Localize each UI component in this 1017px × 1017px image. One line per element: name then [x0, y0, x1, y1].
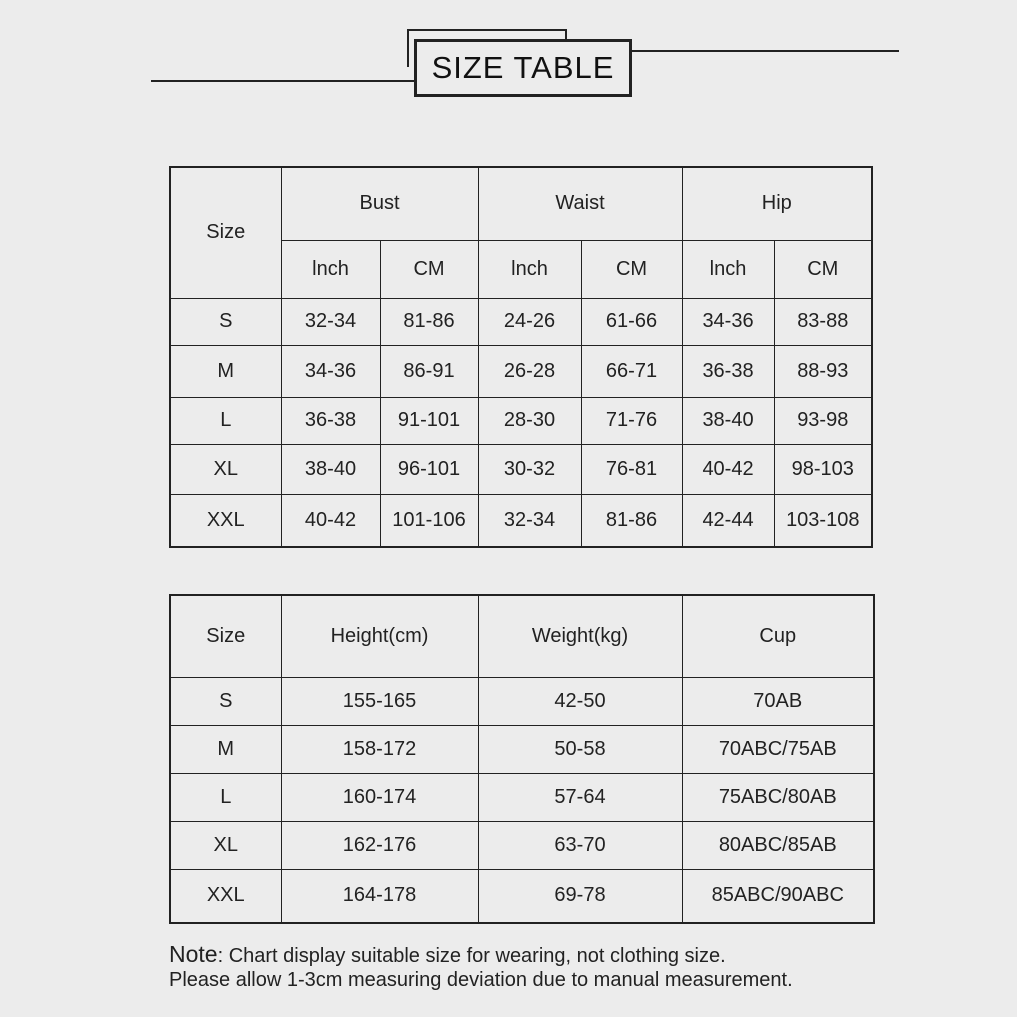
- value-cell: 50-58: [478, 725, 682, 773]
- value-cell: 81-86: [380, 298, 478, 345]
- table-row: [170, 397, 872, 444]
- value-cell: 88-93: [774, 345, 872, 397]
- size-cell: XXL: [170, 494, 281, 547]
- unit-header: CM: [581, 240, 682, 298]
- value-cell: 70AB: [682, 677, 874, 725]
- height-weight-table: [169, 594, 875, 924]
- value-cell: 36-38: [682, 345, 774, 397]
- title-rule-left: [151, 80, 416, 82]
- size-cell: M: [170, 725, 281, 773]
- table-row: [170, 821, 874, 869]
- value-cell: 155-165: [281, 677, 478, 725]
- value-cell: 42-44: [682, 494, 774, 547]
- note-text: : Chart display suitable size for wearing, not clothing size.: [217, 945, 726, 967]
- value-cell: 32-34: [281, 298, 380, 345]
- size-cell: S: [170, 677, 281, 725]
- value-cell: 57-64: [478, 773, 682, 821]
- value-cell: 40-42: [281, 494, 380, 547]
- table-row: [170, 444, 872, 494]
- unit-header: CM: [380, 240, 478, 298]
- height-header: Height(cm): [281, 595, 478, 677]
- value-cell: 26-28: [478, 345, 581, 397]
- value-cell: 66-71: [581, 345, 682, 397]
- value-cell: 24-26: [478, 298, 581, 345]
- note-line-2: Please allow 1-3cm measuring deviation due to manual measurement.: [169, 969, 793, 991]
- size-cell: L: [170, 773, 281, 821]
- page-title: SIZE TABLE: [414, 39, 632, 97]
- value-cell: 34-36: [682, 298, 774, 345]
- value-cell: 83-88: [774, 298, 872, 345]
- header-row: [170, 595, 874, 677]
- value-cell: 80ABC/85AB: [682, 821, 874, 869]
- value-cell: 91-101: [380, 397, 478, 444]
- unit-header: lnch: [281, 240, 380, 298]
- value-cell: 38-40: [682, 397, 774, 444]
- value-cell: 162-176: [281, 821, 478, 869]
- value-cell: 42-50: [478, 677, 682, 725]
- value-cell: 81-86: [581, 494, 682, 547]
- size-header: Size: [170, 167, 281, 298]
- value-cell: 93-98: [774, 397, 872, 444]
- value-cell: 40-42: [682, 444, 774, 494]
- size-cell: S: [170, 298, 281, 345]
- value-cell: 28-30: [478, 397, 581, 444]
- bust-header: Bust: [281, 167, 478, 240]
- value-cell: 32-34: [478, 494, 581, 547]
- value-cell: 98-103: [774, 444, 872, 494]
- hip-header: Hip: [682, 167, 872, 240]
- table-row: [170, 677, 874, 725]
- value-cell: 36-38: [281, 397, 380, 444]
- table-row: [170, 869, 874, 923]
- table-row: [170, 345, 872, 397]
- value-cell: 160-174: [281, 773, 478, 821]
- unit-header: CM: [774, 240, 872, 298]
- table-row: [170, 725, 874, 773]
- size-cell: L: [170, 397, 281, 444]
- value-cell: 76-81: [581, 444, 682, 494]
- note-line-1: [169, 942, 969, 968]
- table-row: [170, 773, 874, 821]
- value-cell: 75ABC/80AB: [682, 773, 874, 821]
- value-cell: 85ABC/90ABC: [682, 869, 874, 923]
- size-cell: XL: [170, 444, 281, 494]
- size-cell: M: [170, 345, 281, 397]
- note-label: Note: [169, 941, 218, 967]
- size-header: Size: [170, 595, 281, 677]
- title-rule-right: [630, 50, 899, 52]
- value-cell: 63-70: [478, 821, 682, 869]
- value-cell: 164-178: [281, 869, 478, 923]
- value-cell: 158-172: [281, 725, 478, 773]
- value-cell: 70ABC/75AB: [682, 725, 874, 773]
- value-cell: 38-40: [281, 444, 380, 494]
- value-cell: 96-101: [380, 444, 478, 494]
- value-cell: 71-76: [581, 397, 682, 444]
- waist-header: Waist: [478, 167, 682, 240]
- size-cell: XXL: [170, 869, 281, 923]
- value-cell: 101-106: [380, 494, 478, 547]
- table-row: [170, 494, 872, 547]
- size-cell: XL: [170, 821, 281, 869]
- value-cell: 30-32: [478, 444, 581, 494]
- value-cell: 103-108: [774, 494, 872, 547]
- value-cell: 61-66: [581, 298, 682, 345]
- note: [169, 942, 969, 992]
- value-cell: 34-36: [281, 345, 380, 397]
- value-cell: 86-91: [380, 345, 478, 397]
- value-cell: 69-78: [478, 869, 682, 923]
- unit-header: lnch: [478, 240, 581, 298]
- measurement-table: [169, 166, 873, 548]
- table-row: [170, 298, 872, 345]
- weight-header: Weight(kg): [478, 595, 682, 677]
- group-header-row: [170, 167, 872, 240]
- unit-header: lnch: [682, 240, 774, 298]
- cup-header: Cup: [682, 595, 874, 677]
